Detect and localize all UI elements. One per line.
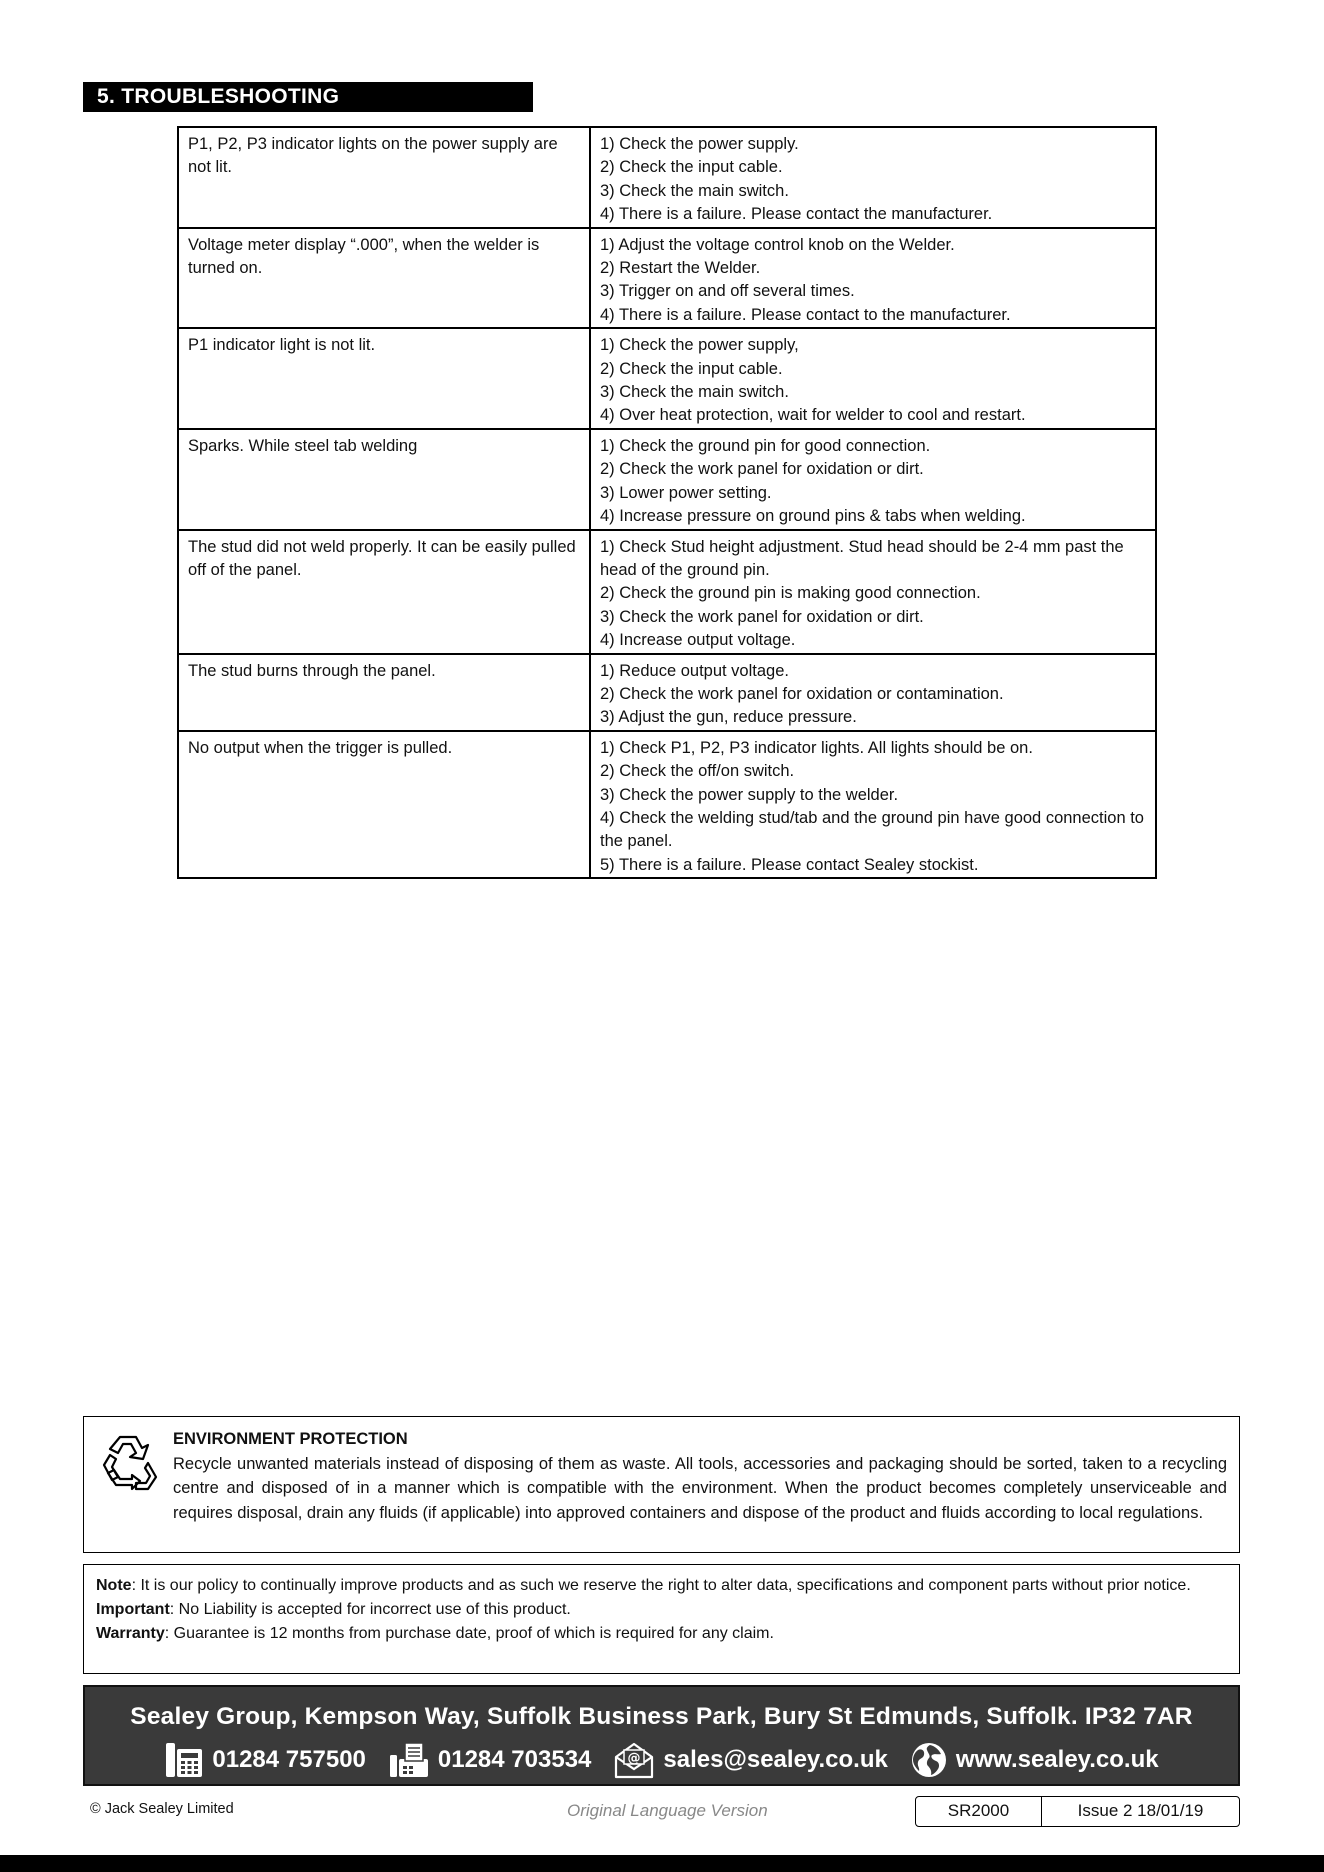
fax-number: 01284 703534: [437, 1746, 592, 1773]
bottom-rule: [0, 1855, 1324, 1872]
troubleshooting-table: [177, 126, 1157, 879]
environment-protection-title: ENVIRONMENT PROTECTION: [173, 1430, 408, 1448]
solution-step: 3) Trigger on and off several times.: [600, 282, 855, 301]
important-text: : No Liability is accepted for incorrect use of this product.: [169, 1601, 571, 1618]
table-row: [178, 429, 1156, 530]
solution-step: 2) Check the work panel for oxidation or dirt.: [600, 460, 924, 479]
solution-step: 2) Check the input cable.: [600, 359, 783, 378]
solution-step: 1) Adjust the voltage control knob on the Welder.: [600, 235, 955, 254]
language-version-label: Original Language Version: [567, 1801, 768, 1820]
solution-step: 1) Check the power supply.: [600, 135, 799, 153]
website-contact: [910, 1741, 1159, 1779]
contact-details: [85, 1741, 1238, 1779]
solution-step: 3) Adjust the gun, reduce pressure.: [600, 708, 857, 727]
phone-contact: [164, 1741, 366, 1779]
company-address: Sealey Group, Kempson Way, Suffolk Business Park, Bury St Edmunds, Suffolk. IP32 7AR: [130, 1703, 1193, 1730]
fax-icon: [388, 1741, 430, 1779]
problem-cell: The stud did not weld properly. It can be easily pulled off of the panel.: [178, 530, 590, 654]
solution-step: 4) There is a failure. Please contact to the manufacturer.: [600, 305, 1011, 324]
problem-cell: Sparks. While steel tab welding: [178, 429, 590, 530]
note-paragraph: [96, 1574, 1227, 1598]
solution-step: 1) Check the power supply,: [600, 336, 799, 355]
warranty-label: Warranty: [96, 1625, 165, 1642]
website-address[interactable]: www.sealey.co.uk: [955, 1746, 1159, 1773]
section-title: 5. TROUBLESHOOTING: [83, 82, 533, 112]
email-icon: [613, 1741, 655, 1779]
solution-step: 2) Check the work panel for oxidation or contamination.: [600, 684, 1004, 703]
telephone-icon: [164, 1741, 204, 1779]
problem-cell: P1 indicator light is not lit.: [178, 328, 590, 429]
globe-icon: [910, 1741, 948, 1779]
solution-step: 1) Check Stud height adjustment. Stud head should be 2-4 mm past the head of the ground pin.: [600, 537, 1124, 579]
solution-step: 2) Check the ground pin is making good connection.: [600, 584, 981, 603]
solution-step: 4) Over heat protection, wait for welder to cool and restart.: [600, 406, 1026, 425]
table-row: [178, 228, 1156, 329]
warranty-text: : Guarantee is 12 months from purchase date, proof of which is required for any claim.: [164, 1625, 774, 1642]
important-label: Important: [96, 1601, 170, 1618]
solution-step: 4) Increase output voltage.: [600, 631, 796, 650]
problem-cell: The stud burns through the panel.: [178, 654, 590, 731]
solution-cell: [590, 530, 1156, 654]
contact-bar: [83, 1685, 1240, 1786]
solution-cell: [590, 228, 1156, 329]
environment-protection-box: [83, 1416, 1240, 1553]
solution-step: 3) Lower power setting.: [600, 483, 772, 502]
solution-step: 1) Check the ground pin for good connection.: [600, 436, 931, 455]
table-row: [178, 654, 1156, 731]
solution-cell: [590, 328, 1156, 429]
solution-step: 2) Check the off/on switch.: [600, 762, 795, 781]
model-number: SR2000: [916, 1797, 1042, 1826]
solution-step: 1) Reduce output voltage.: [600, 661, 789, 680]
table-row: [178, 127, 1156, 228]
solution-step: 4) Increase pressure on ground pins & tabs when welding.: [600, 507, 1026, 526]
notes-box: [83, 1564, 1240, 1674]
copyright-notice: © Jack Sealey Limited: [90, 1801, 234, 1817]
issue-date: Issue 2 18/01/19: [1077, 1801, 1204, 1820]
solution-step: 5) There is a failure. Please contact Sealey stockist.: [600, 855, 979, 874]
recycle-icon: [96, 1431, 160, 1493]
fax-contact: [388, 1741, 592, 1779]
svg-text:@: @: [627, 1751, 641, 1766]
document-reference-box: [915, 1796, 1240, 1827]
table-row: [178, 328, 1156, 429]
email-address[interactable]: sales@sealey.co.uk: [663, 1746, 888, 1773]
solution-step: 2) Check the input cable.: [600, 158, 783, 177]
solution-step: 1) Check P1, P2, P3 indicator lights. All lights should be on.: [600, 738, 1033, 757]
email-contact: [613, 1741, 887, 1779]
solution-step: 3) Check the main switch.: [600, 383, 789, 402]
problem-cell: Voltage meter display “.000”, when the welder is turned on.: [178, 228, 590, 329]
environment-protection-text-block: [173, 1427, 1227, 1525]
solution-step: 3) Check the main switch.: [600, 181, 789, 200]
solution-step: 4) There is a failure. Please contact the manufacturer.: [600, 205, 993, 224]
note-text: : It is our policy to continually improve products and as such we reserve the right to alter data, specifications and component parts without prior notice.: [131, 1577, 1191, 1594]
solution-step: 2) Restart the Welder.: [600, 259, 761, 278]
important-paragraph: [96, 1598, 1227, 1622]
table-row: [178, 530, 1156, 654]
table-row: [178, 731, 1156, 878]
solution-step: 4) Check the welding stud/tab and the ground pin have good connection to the panel.: [600, 808, 1144, 851]
solution-cell: [590, 731, 1156, 878]
solution-cell: [590, 429, 1156, 530]
problem-cell: P1, P2, P3 indicator lights on the power supply are not lit.: [178, 127, 590, 228]
solution-cell: [590, 654, 1156, 731]
solution-step: 3) Check the work panel for oxidation or dirt.: [600, 607, 924, 626]
solution-step: 3) Check the power supply to the welder.: [600, 785, 899, 804]
note-label: Note: [96, 1577, 132, 1594]
environment-protection-text: Recycle unwanted materials instead of disposing of them as waste. All tools, accessories and packaging should be sorted, taken to a recycling centre and disposed of in a manner which is compatible with the environment. When the product becomes completely unserviceable and requires disposal, drain any fluids (if applicable) into approved containers and dispose of the product and fluids according to local regulations.: [173, 1454, 1227, 1522]
problem-cell: No output when the trigger is pulled.: [178, 731, 590, 878]
phone-number: 01284 757500: [212, 1746, 366, 1773]
warranty-paragraph: [96, 1622, 1227, 1646]
troubleshooting-table-body: [178, 127, 1156, 878]
solution-cell: [590, 127, 1156, 228]
